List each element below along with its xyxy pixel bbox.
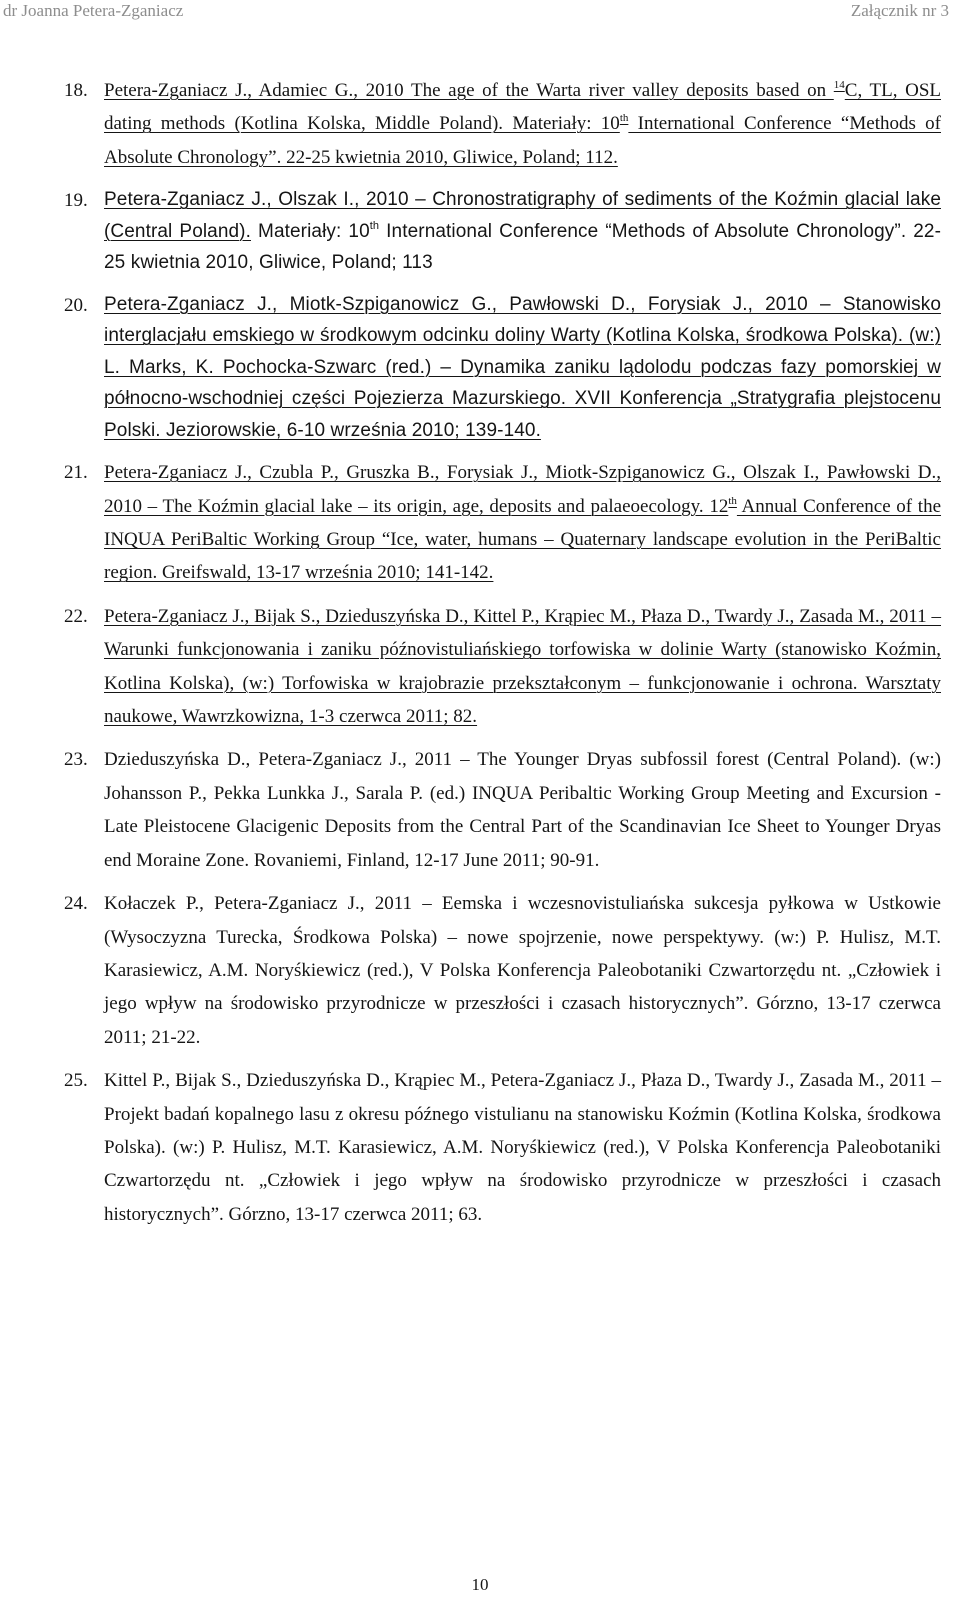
reference-item bbox=[64, 74, 941, 174]
reference-number: 20. bbox=[64, 294, 88, 316]
reference-segment: C, TL, OSL dating methods (Kotlina Kolska, Middle Poland). Materiały: 10 bbox=[104, 80, 941, 135]
reference-segment: Petera-Zganiacz J., Miotk-Szpiganowicz G., Pawłowski D., Forysiak J., 2010 – Stanowisko interglacjału emskiego w środkowym odcinku doliny Warty (Kotlina Kolska, środkowa Polska). (w:) L. Marks, K. Pochocka-Szwarc (red.) – Dynamika zaniku lądolodu podczas fazy pomorskiej w północno-wschodniej części Pojezierza Mazurskiego. XVII Konferencja „Stratygrafia plejstocenu Polski. Jeziorowskie, 6-10 września 2010; 139-140. bbox=[104, 293, 941, 441]
reference-text bbox=[104, 600, 941, 734]
reference-segment: Petera-Zganiacz J., Adamiec G., 2010 The age of the Warta river valley deposits based on bbox=[104, 80, 834, 101]
header-attachment-label: Załącznik nr 3 bbox=[850, 1, 949, 20]
reference-item bbox=[64, 456, 941, 590]
reference-number: 25. bbox=[64, 1070, 88, 1092]
reference-text bbox=[104, 456, 941, 590]
reference-number: 18. bbox=[64, 80, 88, 101]
superscript: th bbox=[728, 494, 737, 507]
reference-number: 22. bbox=[64, 605, 88, 627]
reference-list bbox=[64, 74, 941, 1241]
reference-segment: International Conference “Methods of Absolute Chronology”. 22-25 kwietnia 2010, Gliwice, Poland; 113 bbox=[104, 220, 941, 274]
superscript: th bbox=[619, 112, 629, 125]
reference-item bbox=[64, 184, 941, 279]
reference-item bbox=[64, 289, 941, 447]
reference-text bbox=[104, 289, 941, 447]
reference-item bbox=[64, 1064, 941, 1231]
reference-segment: Petera-Zganiacz J., Czubla P., Gruszka B., Forysiak J., Miotk-Szpiganowicz G., Olszak I., Pawłowski D., 2010 – The Koźmin glacial lake – its origin, age, deposits and palaeoecology. 12 bbox=[104, 462, 941, 517]
reference-item bbox=[64, 600, 941, 734]
reference-item bbox=[64, 887, 941, 1054]
page-number: 10 bbox=[471, 1575, 489, 1594]
header-author: dr Joanna Petera-Zganiacz bbox=[3, 1, 184, 20]
reference-text bbox=[104, 743, 941, 877]
superscript: 14 bbox=[833, 79, 845, 91]
reference-text bbox=[104, 184, 941, 279]
superscript: th bbox=[369, 219, 380, 232]
page-header bbox=[0, 0, 960, 30]
reference-number: 24. bbox=[64, 893, 88, 915]
reference-segment: Petera-Zganiacz J., Bijak S., Dzieduszyńska D., Kittel P., Krąpiec M., Płaza D., Twardy J., Zasada M., 2011 – Warunki funkcjonowania i zaniku późnovistuliańskiego torfowiska w dolinie Warty (stanowisko Koźmin, Kotlina Kolska), (w:) Torfowiska w krajobrazie przekształconym – funkcjonowanie i ochrona. Warsztaty naukowe, Wawrzkowizna, 1-3 czerwca 2011; 82. bbox=[104, 605, 941, 728]
reference-segment: International Conference “Methods of Absolute Chronology”. 22-25 kwietnia 2010, Gliwice, Poland; 112. bbox=[104, 113, 941, 168]
reference-segment: Dzieduszyńska D., Petera-Zganiacz J., 2011 – The Younger Dryas subfossil forest (Central Poland). (w:) Johansson P., Pekka Lunkka J., Sarala P. (ed.) INQUA Peribaltic Working Group Meeting and Excursion - Late Pleistocene Glacigenic Deposits from the Central Part of the Scandinavian Ice Sheet to Younger Dryas end Moraine Zone. Rovaniemi, Finland, 12-17 June 2011; 90-91. bbox=[104, 749, 941, 871]
reference-text bbox=[104, 74, 941, 174]
reference-segment: Annual Conference of the INQUA PeriBaltic Working Group “Ice, water, humans – Quaternary landscape evolution in the PeriBaltic region. Greifswald, 13-17 września 2010; 141-142. bbox=[104, 495, 942, 584]
reference-number: 19. bbox=[64, 190, 88, 212]
reference-segment: Petera-Zganiacz J., Olszak I., 2010 – Chronostratigraphy of sediments of the Koźmin glacial lake (Central Poland). bbox=[104, 189, 941, 242]
reference-item bbox=[64, 743, 941, 877]
reference-number: 23. bbox=[64, 749, 88, 771]
reference-segment: Kittel P., Bijak S., Dzieduszyńska D., Krąpiec M., Petera-Zganiacz J., Płaza D., Twardy J., Zasada M., 2011 – Projekt badań kopalnego lasu z okresu późnego vistulianu na stanowisku Koźmin (Kotlina Kolska, środkowa Polska). (w:) P. Hulisz, M.T. Karasiewicz, A.M. Noryśkiewicz (red.), V Polska Konferencja Paleobotaniki Czwartorzędu nt. „Człowiek i jego wpływ na środowisko przyrodnicze w przeszłości i czasach historycznych”. Górzno, 13-17 czerwca 2011; 63. bbox=[104, 1070, 941, 1225]
reference-segment: Materiały: 10 bbox=[250, 220, 370, 242]
reference-text bbox=[104, 1064, 941, 1231]
reference-number: 21. bbox=[64, 462, 88, 484]
reference-text bbox=[104, 887, 941, 1054]
reference-segment: Kołaczek P., Petera-Zganiacz J., 2011 – Eemska i wczesnovistuliańska sukcesja pyłkowa w Ustkowie (Wysoczyzna Turecka, Środkowa Polska) – nowe spojrzenie, nowe perspektywy. (w:) P. Hulisz, M.T. Karasiewicz, A.M. Noryśkiewicz (red.), V Polska Konferencja Paleobotaniki Czwartorzędu nt. „Człowiek i jego wpływ na środowisko przyrodnicze w przeszłości i czasach historycznych”. Górzno, 13-17 czerwca 2011; 21-22. bbox=[104, 893, 941, 1048]
